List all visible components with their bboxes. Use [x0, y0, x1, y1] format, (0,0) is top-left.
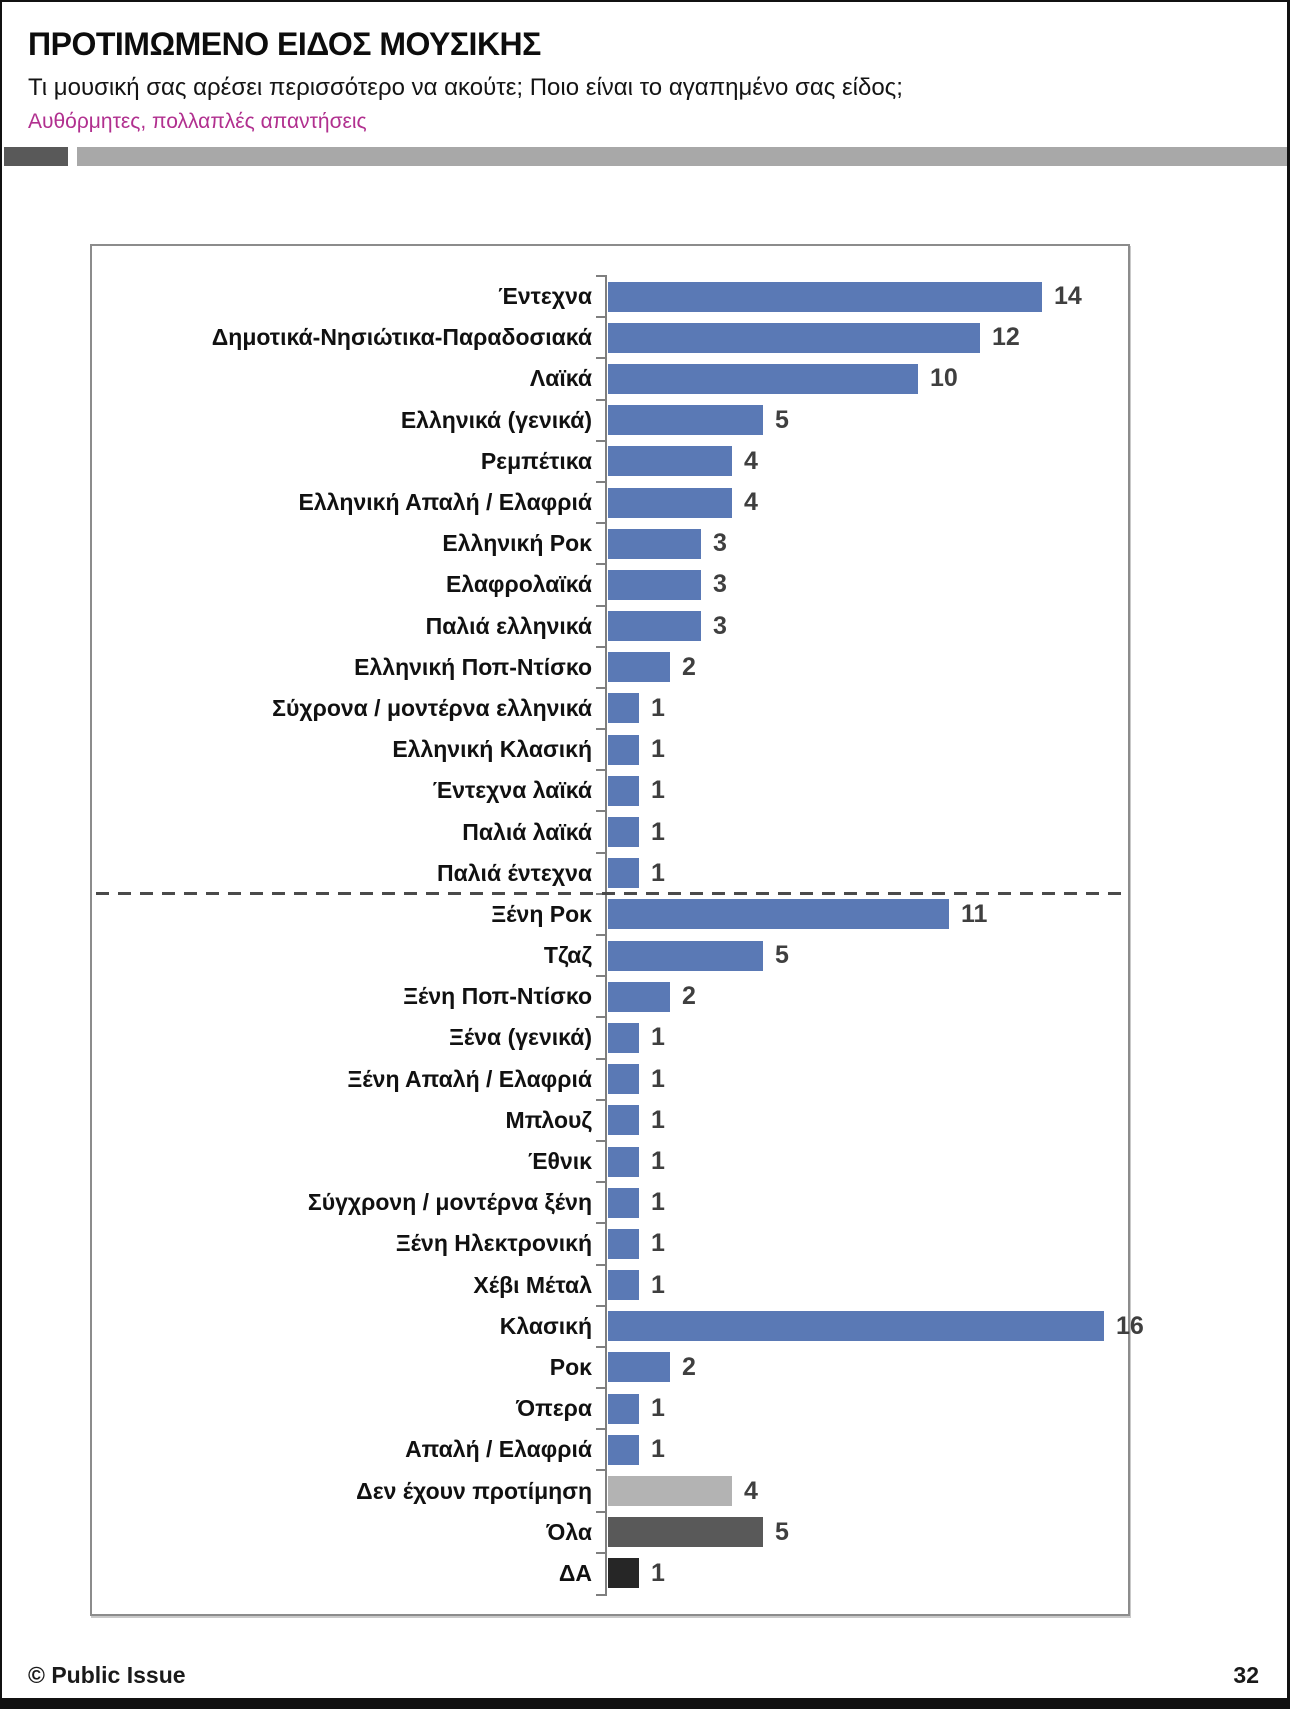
value-label: 1	[651, 735, 665, 764]
bar	[608, 323, 980, 353]
value-label: 1	[651, 1023, 665, 1052]
copyright: © Public Issue	[28, 1662, 186, 1688]
chart-row	[102, 853, 1118, 894]
chart-row	[102, 976, 1118, 1017]
page-title: ΠΡΟΤΙΜΩΜΕΝΟ ΕΙΔΟΣ ΜΟΥΣΙΚΗΣ	[28, 26, 541, 62]
bar	[608, 1558, 639, 1588]
group-separator-dashed-line	[96, 892, 1124, 895]
category-label: Ρεμπέτικα	[480, 447, 592, 474]
value-label: 1	[651, 1270, 665, 1299]
chart-row	[102, 1347, 1118, 1388]
value-label: 5	[775, 941, 789, 970]
chart-row	[102, 729, 1118, 770]
value-label: 1	[651, 858, 665, 887]
chart-row	[102, 400, 1118, 441]
category-label: Ελληνικά (γενικά)	[400, 406, 592, 433]
category-label: Παλιά ελληνικά	[425, 612, 592, 639]
chart-row	[102, 1141, 1118, 1182]
bar	[608, 1229, 639, 1259]
chart-row	[102, 606, 1118, 647]
bar	[608, 1105, 639, 1135]
bar	[608, 529, 701, 559]
value-label: 4	[744, 488, 758, 517]
bar	[608, 693, 639, 723]
bar	[608, 1517, 763, 1547]
category-label: Μπλουζ	[505, 1106, 592, 1133]
category-label: Σύγχρονη / μοντέρνα ξένη	[307, 1189, 592, 1216]
chart-row	[102, 770, 1118, 811]
bar	[608, 776, 639, 806]
category-label: Λαϊκά	[529, 365, 592, 392]
bar	[608, 1476, 732, 1506]
bar	[608, 1394, 639, 1424]
category-label: Έθνικ	[527, 1148, 592, 1175]
category-label: Σύχρονα / μοντέρνα ελληνικά	[272, 694, 592, 721]
bar	[608, 1064, 639, 1094]
category-label: Απαλή / Ελαφριά	[405, 1436, 592, 1463]
divider-gap	[68, 147, 77, 166]
category-label: Ελληνική Ποπ-Ντίσκο	[354, 653, 592, 680]
chart-row	[102, 688, 1118, 729]
value-label: 4	[744, 446, 758, 475]
value-label: 1	[651, 1229, 665, 1258]
bar	[608, 817, 639, 847]
bar	[608, 899, 949, 929]
value-label: 1	[651, 1147, 665, 1176]
category-label: Τζαζ	[543, 942, 592, 969]
value-label: 14	[1054, 282, 1082, 311]
chart-row	[102, 647, 1118, 688]
category-label: Δημοτικά-Νησιώτικα-Παραδοσιακά	[211, 324, 592, 351]
page-number: 32	[1233, 1662, 1259, 1688]
category-label: Ροκ	[549, 1353, 592, 1380]
header-divider-strip	[4, 147, 1287, 166]
chart-row	[102, 1100, 1118, 1141]
category-label: Ελαφρολαϊκά	[446, 571, 592, 598]
value-label: 1	[651, 1064, 665, 1093]
bar	[608, 1023, 639, 1053]
value-label: 1	[651, 1105, 665, 1134]
chart-row	[102, 1017, 1118, 1058]
chart-row	[102, 1388, 1118, 1429]
bar-chart	[90, 244, 1144, 1616]
bar	[608, 405, 763, 435]
category-label: Ελληνική Απαλή / Ελαφριά	[298, 489, 592, 516]
category-label: Ξένη Απαλή / Ελαφριά	[347, 1065, 592, 1092]
chart-row	[102, 811, 1118, 852]
chart-row	[102, 358, 1118, 399]
chart-row	[102, 276, 1118, 317]
category-label: Δεν έχουν προτίμηση	[356, 1477, 592, 1504]
category-label: Ξένα (γενικά)	[449, 1024, 592, 1051]
category-label: Έντεχνα λαϊκά	[432, 777, 592, 804]
bar	[608, 982, 670, 1012]
category-label: Παλιά λαϊκά	[462, 818, 592, 845]
value-label: 2	[682, 652, 696, 681]
chart-row	[102, 441, 1118, 482]
value-label: 1	[651, 1558, 665, 1587]
value-label: 2	[682, 1352, 696, 1381]
value-label: 5	[775, 1517, 789, 1546]
category-label: Ξένη Ηλεκτρονική	[395, 1230, 592, 1257]
chart-row	[102, 523, 1118, 564]
bar	[608, 652, 670, 682]
chart-rows	[102, 276, 1144, 1595]
category-label: Ελληνική Κλασική	[392, 736, 592, 763]
bottom-band	[2, 1698, 1287, 1709]
category-label: Ξένη Ποπ-Ντίσκο	[403, 983, 592, 1010]
category-label: Ελληνική Ροκ	[442, 530, 592, 557]
chart-row	[102, 317, 1118, 358]
chart-row	[102, 1553, 1118, 1594]
value-label: 1	[651, 776, 665, 805]
category-label: Ξένη Ροκ	[491, 900, 592, 927]
bar	[608, 941, 763, 971]
bar	[608, 1311, 1104, 1341]
category-label: Όπερα	[516, 1395, 592, 1422]
bar	[608, 364, 918, 394]
bar	[608, 282, 1042, 312]
value-label: 1	[651, 817, 665, 846]
chart-row	[102, 1223, 1118, 1264]
bar	[608, 1435, 639, 1465]
chart-row	[102, 935, 1118, 976]
chart-row	[102, 564, 1118, 605]
value-label: 11	[961, 899, 988, 928]
value-label: 5	[775, 405, 789, 434]
category-label: Χέβι Μέταλ	[473, 1271, 592, 1298]
value-label: 4	[744, 1476, 758, 1505]
bar	[608, 488, 732, 518]
chart-row	[102, 894, 1118, 935]
value-label: 2	[682, 982, 696, 1011]
chart-row	[102, 1470, 1118, 1511]
category-label: Κλασική	[499, 1312, 592, 1339]
chart-row	[102, 1429, 1118, 1470]
bar	[608, 1147, 639, 1177]
value-label: 1	[651, 1394, 665, 1423]
category-label: Όλα	[546, 1518, 592, 1545]
bar	[608, 1188, 639, 1218]
chart-row	[102, 1265, 1118, 1306]
bar	[608, 1352, 670, 1382]
bar	[608, 1270, 639, 1300]
value-label: 3	[713, 570, 727, 599]
category-label: Έντεχνα	[498, 283, 592, 310]
category-label: Παλιά έντεχνα	[437, 859, 592, 886]
value-label: 3	[713, 611, 727, 640]
chart-row	[102, 1059, 1118, 1100]
chart-row	[102, 1182, 1118, 1223]
value-label: 3	[713, 529, 727, 558]
value-label: 1	[651, 1188, 665, 1217]
bar	[608, 858, 639, 888]
bar	[608, 446, 732, 476]
category-label: ΔΑ	[558, 1559, 592, 1586]
chart-row	[102, 1306, 1144, 1347]
chart-row	[102, 482, 1118, 523]
methodology-note: Αυθόρμητες, πολλαπλές απαντήσεις	[28, 110, 367, 133]
bar	[608, 735, 639, 765]
value-label: 12	[992, 323, 1020, 352]
divider-dark-segment	[4, 147, 68, 166]
survey-question: Τι μουσική σας αρέσει περισσότερο να ακούτε; Ποιο είναι το αγαπημένο σας είδος;	[28, 74, 903, 101]
value-label: 1	[651, 693, 665, 722]
divider-light-segment	[77, 147, 1287, 166]
bar	[608, 611, 701, 641]
value-label: 1	[651, 1435, 665, 1464]
value-label: 16	[1116, 1311, 1144, 1340]
bar	[608, 570, 701, 600]
chart-row	[102, 1512, 1118, 1553]
value-label: 10	[930, 364, 958, 393]
